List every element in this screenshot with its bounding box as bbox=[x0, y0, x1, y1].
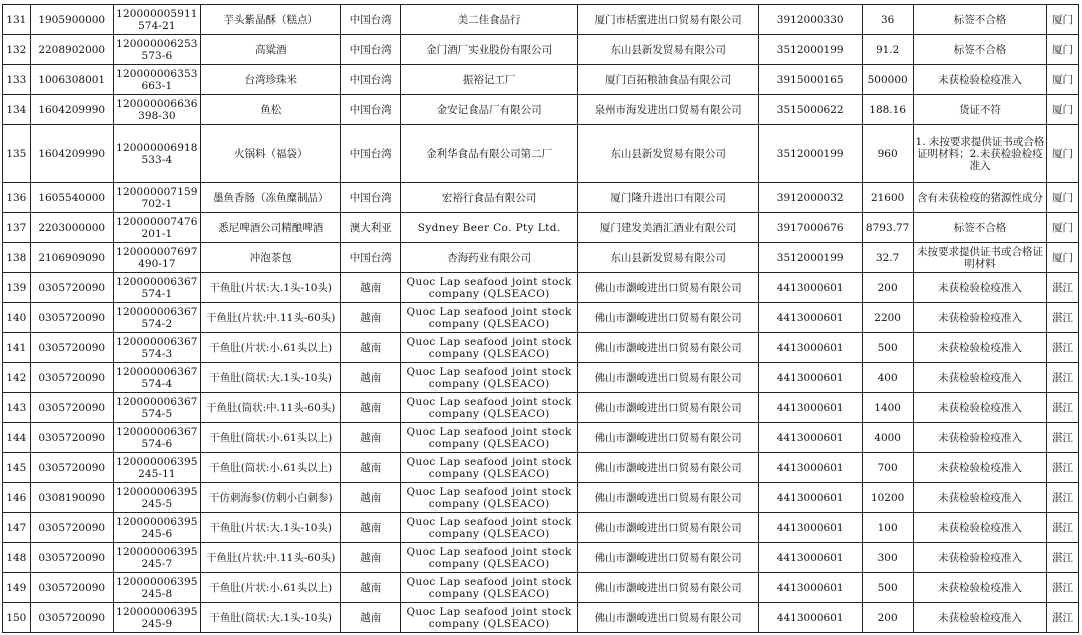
cell-port: 厦门 bbox=[1047, 65, 1079, 95]
cell-record-code: 120000007697490-17 bbox=[113, 243, 200, 273]
table-row bbox=[3, 243, 1079, 273]
cell-reason: 标签不合格 bbox=[913, 35, 1046, 65]
rejected-imports-table bbox=[2, 4, 1079, 633]
cell-origin: 中国台湾 bbox=[341, 5, 400, 35]
cell-reason: 未获检验检疫准入 bbox=[913, 543, 1046, 573]
table-body bbox=[3, 5, 1079, 633]
cell-importer: 佛山市灏峻进出口贸易有限公司 bbox=[578, 423, 759, 453]
cell-quantity: 200 bbox=[862, 603, 913, 633]
cell-importer-code: 3512000199 bbox=[758, 35, 862, 65]
cell-importer-code: 4413000601 bbox=[758, 393, 862, 423]
cell-port: 厦门 bbox=[1047, 125, 1079, 183]
cell-reason: 未获检验检疫准入 bbox=[913, 303, 1046, 333]
cell-record-code: 120000006367574-4 bbox=[113, 363, 200, 393]
cell-importer-code: 4413000601 bbox=[758, 543, 862, 573]
cell-product-name: 干鱼肚(筒状:大.1头-10头) bbox=[200, 363, 341, 393]
cell-seq: 136 bbox=[3, 183, 31, 213]
table-row bbox=[3, 183, 1079, 213]
cell-quantity: 700 bbox=[862, 453, 913, 483]
cell-record-code: 120000006395245-9 bbox=[113, 603, 200, 633]
cell-record-code: 120000006367574-2 bbox=[113, 303, 200, 333]
cell-importer-code: 4413000601 bbox=[758, 513, 862, 543]
cell-reason: 未获检验检疫准入 bbox=[913, 333, 1046, 363]
cell-hs-code: 0305720090 bbox=[30, 453, 113, 483]
cell-importer-code: 3515000622 bbox=[758, 95, 862, 125]
cell-origin: 越南 bbox=[341, 513, 400, 543]
cell-origin: 越南 bbox=[341, 453, 400, 483]
table-row bbox=[3, 453, 1079, 483]
cell-record-code: 120000005911574-21 bbox=[113, 5, 200, 35]
cell-manufacturer: Quoc Lap seafood joint stock company (QLSEACO) bbox=[400, 393, 577, 423]
cell-reason: 标签不合格 bbox=[913, 213, 1046, 243]
cell-seq: 131 bbox=[3, 5, 31, 35]
cell-origin: 越南 bbox=[341, 483, 400, 513]
table-row bbox=[3, 95, 1079, 125]
cell-port: 厦门 bbox=[1047, 243, 1079, 273]
cell-reason: 未获检验检疫准入 bbox=[913, 273, 1046, 303]
cell-record-code: 120000006367574-6 bbox=[113, 423, 200, 453]
cell-port: 湛江 bbox=[1047, 513, 1079, 543]
cell-hs-code: 0305720090 bbox=[30, 393, 113, 423]
cell-port: 湛江 bbox=[1047, 603, 1079, 633]
table-row bbox=[3, 363, 1079, 393]
cell-origin: 越南 bbox=[341, 423, 400, 453]
cell-hs-code: 0305720090 bbox=[30, 303, 113, 333]
cell-seq: 146 bbox=[3, 483, 31, 513]
cell-quantity: 500 bbox=[862, 333, 913, 363]
cell-hs-code: 2203000000 bbox=[30, 213, 113, 243]
cell-importer-code: 3912000032 bbox=[758, 183, 862, 213]
cell-manufacturer: Quoc Lap seafood joint stock company (QLSEACO) bbox=[400, 303, 577, 333]
cell-hs-code: 1905900000 bbox=[30, 5, 113, 35]
cell-manufacturer: 杏海药业有限公司 bbox=[400, 243, 577, 273]
cell-product-name: 鱼松 bbox=[200, 95, 341, 125]
cell-port: 厦门 bbox=[1047, 95, 1079, 125]
cell-quantity: 188.16 bbox=[862, 95, 913, 125]
cell-importer-code: 4413000601 bbox=[758, 603, 862, 633]
cell-manufacturer: Quoc Lap seafood joint stock company (QLSEACO) bbox=[400, 573, 577, 603]
cell-hs-code: 0305720090 bbox=[30, 603, 113, 633]
cell-importer: 佛山市灏峻进出口贸易有限公司 bbox=[578, 513, 759, 543]
cell-product-name: 干鱼肚(片状:中.11头-60头) bbox=[200, 303, 341, 333]
cell-reason: 未获检验检疫准入 bbox=[913, 483, 1046, 513]
cell-product-name: 干鱼肚(片状:小.61头以上) bbox=[200, 573, 341, 603]
cell-reason: 未获检验检疫准入 bbox=[913, 573, 1046, 603]
cell-quantity: 4000 bbox=[862, 423, 913, 453]
cell-port: 湛江 bbox=[1047, 423, 1079, 453]
cell-product-name: 干鱼肚(筒状:小.61头以上) bbox=[200, 423, 341, 453]
cell-reason: 货证不符 bbox=[913, 95, 1046, 125]
cell-reason: 未获检验检疫准入 bbox=[913, 393, 1046, 423]
cell-product-name: 火锅料（福袋） bbox=[200, 125, 341, 183]
cell-seq: 150 bbox=[3, 603, 31, 633]
cell-origin: 越南 bbox=[341, 603, 400, 633]
table-row bbox=[3, 65, 1079, 95]
cell-origin: 中国台湾 bbox=[341, 65, 400, 95]
cell-port: 厦门 bbox=[1047, 5, 1079, 35]
cell-hs-code: 0305720090 bbox=[30, 513, 113, 543]
cell-reason: 未获检验检疫准入 bbox=[913, 423, 1046, 453]
cell-origin: 越南 bbox=[341, 303, 400, 333]
cell-importer: 佛山市灏峻进出口贸易有限公司 bbox=[578, 363, 759, 393]
cell-origin: 澳大利亚 bbox=[341, 213, 400, 243]
table-row bbox=[3, 513, 1079, 543]
cell-importer: 东山县新发贸易有限公司 bbox=[578, 35, 759, 65]
table-row bbox=[3, 543, 1079, 573]
cell-quantity: 10200 bbox=[862, 483, 913, 513]
cell-record-code: 120000006395245-5 bbox=[113, 483, 200, 513]
cell-port: 湛江 bbox=[1047, 573, 1079, 603]
cell-importer-code: 3512000199 bbox=[758, 243, 862, 273]
cell-importer: 厦门市栝蜜进出口贸易有限公司 bbox=[578, 5, 759, 35]
cell-seq: 132 bbox=[3, 35, 31, 65]
cell-seq: 141 bbox=[3, 333, 31, 363]
cell-hs-code: 0305720090 bbox=[30, 423, 113, 453]
cell-importer: 佛山市灏峻进出口贸易有限公司 bbox=[578, 483, 759, 513]
cell-reason: 未获检验检疫准入 bbox=[913, 453, 1046, 483]
cell-seq: 144 bbox=[3, 423, 31, 453]
cell-importer-code: 3512000199 bbox=[758, 125, 862, 183]
cell-origin: 中国台湾 bbox=[341, 95, 400, 125]
cell-reason: 未获检验检疫准入 bbox=[913, 363, 1046, 393]
cell-quantity: 200 bbox=[862, 273, 913, 303]
cell-product-name: 干鱼肚(片状:大.1头-10头) bbox=[200, 273, 341, 303]
cell-importer-code: 4413000601 bbox=[758, 573, 862, 603]
cell-port: 厦门 bbox=[1047, 213, 1079, 243]
cell-hs-code: 0305720090 bbox=[30, 333, 113, 363]
cell-product-name: 墨鱼香肠（冻鱼糜制品） bbox=[200, 183, 341, 213]
cell-importer-code: 3917000676 bbox=[758, 213, 862, 243]
table-row bbox=[3, 5, 1079, 35]
cell-importer: 佛山市灏峻进出口贸易有限公司 bbox=[578, 273, 759, 303]
cell-origin: 越南 bbox=[341, 393, 400, 423]
cell-importer-code: 4413000601 bbox=[758, 333, 862, 363]
cell-port: 湛江 bbox=[1047, 303, 1079, 333]
cell-seq: 139 bbox=[3, 273, 31, 303]
cell-manufacturer: Quoc Lap seafood joint stock company (QLSEACO) bbox=[400, 273, 577, 303]
cell-product-name: 干鱼肚(片状:中.11头-60头) bbox=[200, 543, 341, 573]
cell-port: 湛江 bbox=[1047, 363, 1079, 393]
cell-record-code: 120000006253573-6 bbox=[113, 35, 200, 65]
table-row bbox=[3, 423, 1079, 453]
table-row bbox=[3, 603, 1079, 633]
cell-quantity: 500 bbox=[862, 573, 913, 603]
cell-origin: 中国台湾 bbox=[341, 243, 400, 273]
cell-importer-code: 3915000165 bbox=[758, 65, 862, 95]
cell-record-code: 120000006395245-8 bbox=[113, 573, 200, 603]
cell-seq: 138 bbox=[3, 243, 31, 273]
cell-origin: 中国台湾 bbox=[341, 35, 400, 65]
cell-port: 湛江 bbox=[1047, 393, 1079, 423]
cell-product-name: 干鱼肚(筒状:大.1头-10头) bbox=[200, 603, 341, 633]
table-row bbox=[3, 303, 1079, 333]
cell-manufacturer: Sydney Beer Co. Pty Ltd. bbox=[400, 213, 577, 243]
cell-manufacturer: 金利华食品有限公司第二厂 bbox=[400, 125, 577, 183]
cell-product-name: 干鱼肚(片状:小.61头以上) bbox=[200, 333, 341, 363]
cell-hs-code: 1605540000 bbox=[30, 183, 113, 213]
table-row bbox=[3, 35, 1079, 65]
cell-origin: 越南 bbox=[341, 273, 400, 303]
cell-hs-code: 2106909090 bbox=[30, 243, 113, 273]
cell-manufacturer: Quoc Lap seafood joint stock company (QLSEACO) bbox=[400, 543, 577, 573]
cell-quantity: 21600 bbox=[862, 183, 913, 213]
cell-record-code: 120000006636398-30 bbox=[113, 95, 200, 125]
cell-reason: 未按要求提供证书或合格证明材料 bbox=[913, 243, 1046, 273]
cell-hs-code: 2208902000 bbox=[30, 35, 113, 65]
cell-origin: 越南 bbox=[341, 543, 400, 573]
cell-importer-code: 4413000601 bbox=[758, 423, 862, 453]
cell-port: 湛江 bbox=[1047, 453, 1079, 483]
table-row bbox=[3, 125, 1079, 183]
cell-seq: 140 bbox=[3, 303, 31, 333]
cell-product-name: 台湾珍珠米 bbox=[200, 65, 341, 95]
cell-record-code: 120000006918533-4 bbox=[113, 125, 200, 183]
cell-quantity: 36 bbox=[862, 5, 913, 35]
cell-quantity: 32.7 bbox=[862, 243, 913, 273]
cell-seq: 134 bbox=[3, 95, 31, 125]
cell-importer: 佛山市灏峻进出口贸易有限公司 bbox=[578, 333, 759, 363]
cell-manufacturer: Quoc Lap seafood joint stock company (QLSEACO) bbox=[400, 603, 577, 633]
cell-importer: 佛山市灏峻进出口贸易有限公司 bbox=[578, 603, 759, 633]
cell-manufacturer: 金安记食品厂有限公司 bbox=[400, 95, 577, 125]
cell-product-name: 干鱼肚(筒状:中.11头-60头) bbox=[200, 393, 341, 423]
cell-reason: 未获检验检疫准入 bbox=[913, 513, 1046, 543]
cell-manufacturer: Quoc Lap seafood joint stock company (QLSEACO) bbox=[400, 453, 577, 483]
cell-quantity: 300 bbox=[862, 543, 913, 573]
cell-seq: 143 bbox=[3, 393, 31, 423]
cell-importer: 厦门百拓粮油食品有限公司 bbox=[578, 65, 759, 95]
cell-hs-code: 0308190090 bbox=[30, 483, 113, 513]
table-row bbox=[3, 393, 1079, 423]
cell-hs-code: 0305720090 bbox=[30, 543, 113, 573]
cell-manufacturer: Quoc Lap seafood joint stock company (QLSEACO) bbox=[400, 333, 577, 363]
cell-importer-code: 4413000601 bbox=[758, 483, 862, 513]
cell-record-code: 120000006395245-11 bbox=[113, 453, 200, 483]
cell-manufacturer: 金门酒厂实业股份有限公司 bbox=[400, 35, 577, 65]
cell-quantity: 1400 bbox=[862, 393, 913, 423]
cell-origin: 越南 bbox=[341, 573, 400, 603]
cell-quantity: 2200 bbox=[862, 303, 913, 333]
cell-port: 湛江 bbox=[1047, 333, 1079, 363]
cell-reason: 1. 未按要求提供证书或合格证明材料；2.未获检验检疫准入 bbox=[913, 125, 1046, 183]
cell-product-name: 高粱酒 bbox=[200, 35, 341, 65]
cell-product-name: 干鱼肚(片状:大.1头-10头) bbox=[200, 513, 341, 543]
cell-manufacturer: Quoc Lap seafood joint stock company (QLSEACO) bbox=[400, 483, 577, 513]
cell-port: 湛江 bbox=[1047, 483, 1079, 513]
cell-importer: 佛山市灏峻进出口贸易有限公司 bbox=[578, 543, 759, 573]
cell-quantity: 960 bbox=[862, 125, 913, 183]
cell-hs-code: 0305720090 bbox=[30, 363, 113, 393]
cell-quantity: 91.2 bbox=[862, 35, 913, 65]
cell-hs-code: 1604209990 bbox=[30, 95, 113, 125]
cell-product-name: 干鱼肚(筒状:小.61头以上) bbox=[200, 453, 341, 483]
cell-hs-code: 0305720090 bbox=[30, 573, 113, 603]
cell-manufacturer: Quoc Lap seafood joint stock company (QLSEACO) bbox=[400, 363, 577, 393]
cell-port: 湛江 bbox=[1047, 273, 1079, 303]
cell-origin: 中国台湾 bbox=[341, 183, 400, 213]
cell-importer: 东山县新发贸易有限公司 bbox=[578, 125, 759, 183]
cell-seq: 148 bbox=[3, 543, 31, 573]
cell-record-code: 120000006367574-1 bbox=[113, 273, 200, 303]
table-row bbox=[3, 213, 1079, 243]
cell-importer-code: 4413000601 bbox=[758, 363, 862, 393]
cell-record-code: 120000006367574-3 bbox=[113, 333, 200, 363]
cell-product-name: 干仿刺海参(仿刺小白刺参) bbox=[200, 483, 341, 513]
cell-record-code: 120000006395245-6 bbox=[113, 513, 200, 543]
table-row bbox=[3, 333, 1079, 363]
cell-importer: 佛山市灏峻进出口贸易有限公司 bbox=[578, 393, 759, 423]
cell-hs-code: 1006308001 bbox=[30, 65, 113, 95]
cell-reason: 未获检验检疫准入 bbox=[913, 603, 1046, 633]
cell-importer: 泉州市海发进出口贸易有限公司 bbox=[578, 95, 759, 125]
cell-manufacturer: 振裕记工厂 bbox=[400, 65, 577, 95]
cell-seq: 142 bbox=[3, 363, 31, 393]
cell-importer: 佛山市灏峻进出口贸易有限公司 bbox=[578, 573, 759, 603]
cell-reason: 标签不合格 bbox=[913, 5, 1046, 35]
cell-seq: 147 bbox=[3, 513, 31, 543]
cell-origin: 中国台湾 bbox=[341, 125, 400, 183]
cell-record-code: 120000007476201-1 bbox=[113, 213, 200, 243]
cell-quantity: 400 bbox=[862, 363, 913, 393]
cell-seq: 145 bbox=[3, 453, 31, 483]
cell-product-name: 悉尼啤酒公司精酿啤酒 bbox=[200, 213, 341, 243]
cell-manufacturer: Quoc Lap seafood joint stock company (QLSEACO) bbox=[400, 513, 577, 543]
cell-port: 湛江 bbox=[1047, 543, 1079, 573]
cell-seq: 135 bbox=[3, 125, 31, 183]
cell-reason: 未获检验检疫准入 bbox=[913, 65, 1046, 95]
cell-port: 厦门 bbox=[1047, 183, 1079, 213]
cell-hs-code: 0305720090 bbox=[30, 273, 113, 303]
cell-quantity: 100 bbox=[862, 513, 913, 543]
cell-importer-code: 3912000330 bbox=[758, 5, 862, 35]
cell-origin: 越南 bbox=[341, 333, 400, 363]
cell-seq: 133 bbox=[3, 65, 31, 95]
cell-quantity: 8793.77 bbox=[862, 213, 913, 243]
cell-seq: 149 bbox=[3, 573, 31, 603]
cell-product-name: 冲泡茶包 bbox=[200, 243, 341, 273]
cell-record-code: 120000006353663-1 bbox=[113, 65, 200, 95]
cell-manufacturer: 宏裕行食品有限公司 bbox=[400, 183, 577, 213]
cell-hs-code: 1604209990 bbox=[30, 125, 113, 183]
cell-manufacturer: Quoc Lap seafood joint stock company (QLSEACO) bbox=[400, 423, 577, 453]
cell-importer: 东山县新发贸易有限公司 bbox=[578, 243, 759, 273]
cell-record-code: 120000007159702-1 bbox=[113, 183, 200, 213]
cell-importer-code: 4413000601 bbox=[758, 303, 862, 333]
cell-importer: 厦门建发美酒汇酒业有限公司 bbox=[578, 213, 759, 243]
cell-origin: 越南 bbox=[341, 363, 400, 393]
cell-quantity: 500000 bbox=[862, 65, 913, 95]
cell-port: 厦门 bbox=[1047, 35, 1079, 65]
cell-importer-code: 4413000601 bbox=[758, 453, 862, 483]
table-row bbox=[3, 273, 1079, 303]
cell-reason: 含有未获检疫的猪源性成分 bbox=[913, 183, 1046, 213]
cell-product-name: 芋头紫晶酥（糕点） bbox=[200, 5, 341, 35]
cell-importer-code: 4413000601 bbox=[758, 273, 862, 303]
cell-importer: 厦门隆升进出口有限公司 bbox=[578, 183, 759, 213]
cell-importer: 佛山市灏峻进出口贸易有限公司 bbox=[578, 303, 759, 333]
table-row bbox=[3, 483, 1079, 513]
cell-seq: 137 bbox=[3, 213, 31, 243]
table-row bbox=[3, 573, 1079, 603]
cell-record-code: 120000006395245-7 bbox=[113, 543, 200, 573]
cell-manufacturer: 美二佳食品行 bbox=[400, 5, 577, 35]
cell-importer: 佛山市灏峻进出口贸易有限公司 bbox=[578, 453, 759, 483]
cell-record-code: 120000006367574-5 bbox=[113, 393, 200, 423]
